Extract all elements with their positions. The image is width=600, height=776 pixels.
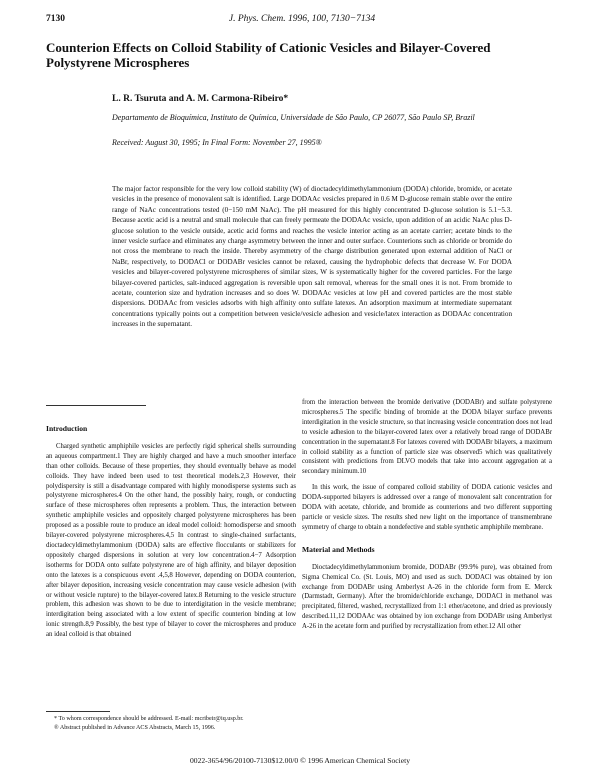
authors: L. R. Tsuruta and A. M. Carmona-Ribeiro*	[112, 94, 289, 104]
page-number: 7130	[46, 14, 65, 24]
right-column	[302, 398, 552, 638]
running-header	[46, 14, 558, 30]
methods-heading: Material and Methods	[302, 544, 375, 554]
footnote-divider	[46, 711, 110, 712]
abstract: The major factor responsible for the very low colloid stability (W) of dioctadecyldimethylammonium (DODA) chloride, bromide, or acetate vesicles in the presence of monovalent salt is identified. Large DODAAc vesicles prepared in 0.6 M D-glucose remain stable over the entire range of NaAc concentrations tested (0−150 mM NaAc). The pH measured for this highly concentrated D-glucose solution is 5.1−5.3. Because acetic acid is a neutral and small molecule that can freely permeate the DODAAc vesicle, upon addition of an acidic NaAc plus D-glucose solution to the vesicle outside, acetic acid forms and reaches the vesicle interior acting as an acetate carrier; acetate binds to the inner vesicle surface and eliminates any charge asymmetry between the inner and outer surface. Counterions such as chloride or bromide do not cross the membrane to reach the inside. Thereby asymmetry of the charge distribution generated upon external addition of NaCl or NaBr, respectively, to DODACl or DODABr vesicles cannot be relaxed, causing the hydrophobic defects that decrease W. For DODA vesicles and bilayer-covered polystyrene microspheres of similar sizes, W is systematically higher for the covered particles. For the large bilayer-covered particles, salt-induced aggregation is reversible upon salt removal, whereas for the small ones it is not. From bromide to acetate, counterion size and hydration increases and so does W. DODAAc vesicles at low pH and covered particles are the most stable dispersions. DODAAc from vesicles adsorbs with high affinity onto sulfate latexes. An adsorption maximum at intermediate supernatant concentrations typically points out a competition between vesicle/vesicle adhesion and vesicle/latex interaction as DODAAc concentration increases in the supernatant.	[112, 185, 512, 329]
introduction-paragraph-3: In this work, the issue of compared colloid stability of DODA cationic vesicles and DODA-supported bilayers is addressed over a range of monovalent salt concentration for DODA with acetate, chloride, and bromide as counterions and two different supporting particle or vesicle sizes. The results shed new light on the importance of transmembrane symmetry of charge to obtain a nondefective and stable synthetic amphiphile membrane.	[302, 484, 552, 531]
copyright-footer: 0022-3654/96/20100-7130$12.00/0 © 1996 American Chemical Society	[189, 756, 411, 765]
methods-paragraph-1: Dioctadecyldimethylammonium bromide, DODABr (99.9% pure), was obtained from Sigma Chemical Co. (St. Louis, MO) and used as such. DODACl was obtained by ion exchange from DODABr using Amberlyst A-26 in the chloride form from E. Merck (Darmstadt, Germany). After the bromide/chloride exchange, DODACl in methanol was precipitated, filtered, washed, recrystallized from 1:1 ether/acetone, and dried as previously described.11,12 DODAAc was obtained by ion exchange from DODABr using Amberlyst A-26 in the acetate form and purified by recrystallization from ether.12 All other	[302, 563, 552, 631]
section-divider	[46, 405, 146, 406]
article-title: Counterion Effects on Colloid Stability of Cationic Vesicles and Bilayer-Covered Polystyrene Microspheres	[46, 40, 491, 70]
introduction-heading: Introduction	[46, 424, 88, 433]
received-dates: Received: August 30, 1995; In Final Form: November 27, 1995®	[112, 138, 322, 147]
footnote-abstract-published: ® Abstract published in Advance ACS Abstracts, March 15, 1996.	[54, 724, 216, 731]
introduction-paragraph-2: from the interaction between the bromide derivative (DODABr) and sulfate polystyrene microspheres.5 The specific binding of bromide at the DODA bilayer surface prevents interdigitation in the vesicle structure, so that increasing vesicle concentration does not lead to vesicle adhesion to the bilayer-covered latex over a relatively broad range of DODABr concentration in the supernatant.8 For latexes covered with DODABr bilayers, a maximum in colloid stability as a function of particle size was observed5 which was qualitatively consistent with predictions from DLVO models that take into account aggregation at a secondary minimum.10	[302, 399, 552, 476]
footnote-correspondence: * To whom correspondence should be addressed. E-mail: mcribeir@iq.usp.br.	[54, 716, 244, 722]
journal-citation: J. Phys. Chem. 1996, 100, 7130−7134	[228, 14, 376, 24]
footnotes	[46, 715, 296, 732]
introduction-paragraph-1: Charged synthetic amphiphile vesicles are perfectly rigid spherical shells surrounding an aqueous compartment.1 They are highly charged and have a much smoother interface than other colloids. Because of these properties, they should eventually behave as model colloids. They have indeed been used to test theoretical models.2,3 However, their polydispersity is still a disadvantage compared with highly monodisperse systems such as polystyrene microspheres.4 On the other hand, the possibly hairy, rough, or conducting surface of these microspheres often represents a problem. Thus, the interaction between synthetic amphiphile vesicles and oppositely charged polystyrene microspheres has been proposed as a possible route to produce an ideal model colloid: homodisperse and smooth bilayer-covered polystyrene microspheres.4,5 In contrast to single-chained surfactants, dioctadecyldimethylammonium (DODA) salts are effective flocculants or stabilizers for oppositely charged dispersions in solution at very low concentration.4−7 Adsorption isotherms for DODA onto sulfate polystyrene are of high affinity, and bilayer deposition onto the latexes is a conspicuous event .4,5,8 However, depending on DODA counterion, after bilayer deposition, increasing vesicle concentration may cause vesicle adhesion (with or without vesicle rupture) to the bilayer-covered latex.8 Returning to the vesicle structure problem, this adhesion was shown to be due to interdigitation in the vesicle membrane; interdigitation being associated with a low extent of specific counterion binding at low ionic strength.8,9 Possibly, the best type of bilayer to cover the microspheres and produce an ideal colloid is that obtained	[46, 442, 296, 639]
affiliation: Departamento de Bioquímica, Instituto de Química, Universidade de São Paulo, CP 26077, São Paulo SP, Brazil	[112, 113, 475, 122]
left-column	[46, 424, 296, 646]
